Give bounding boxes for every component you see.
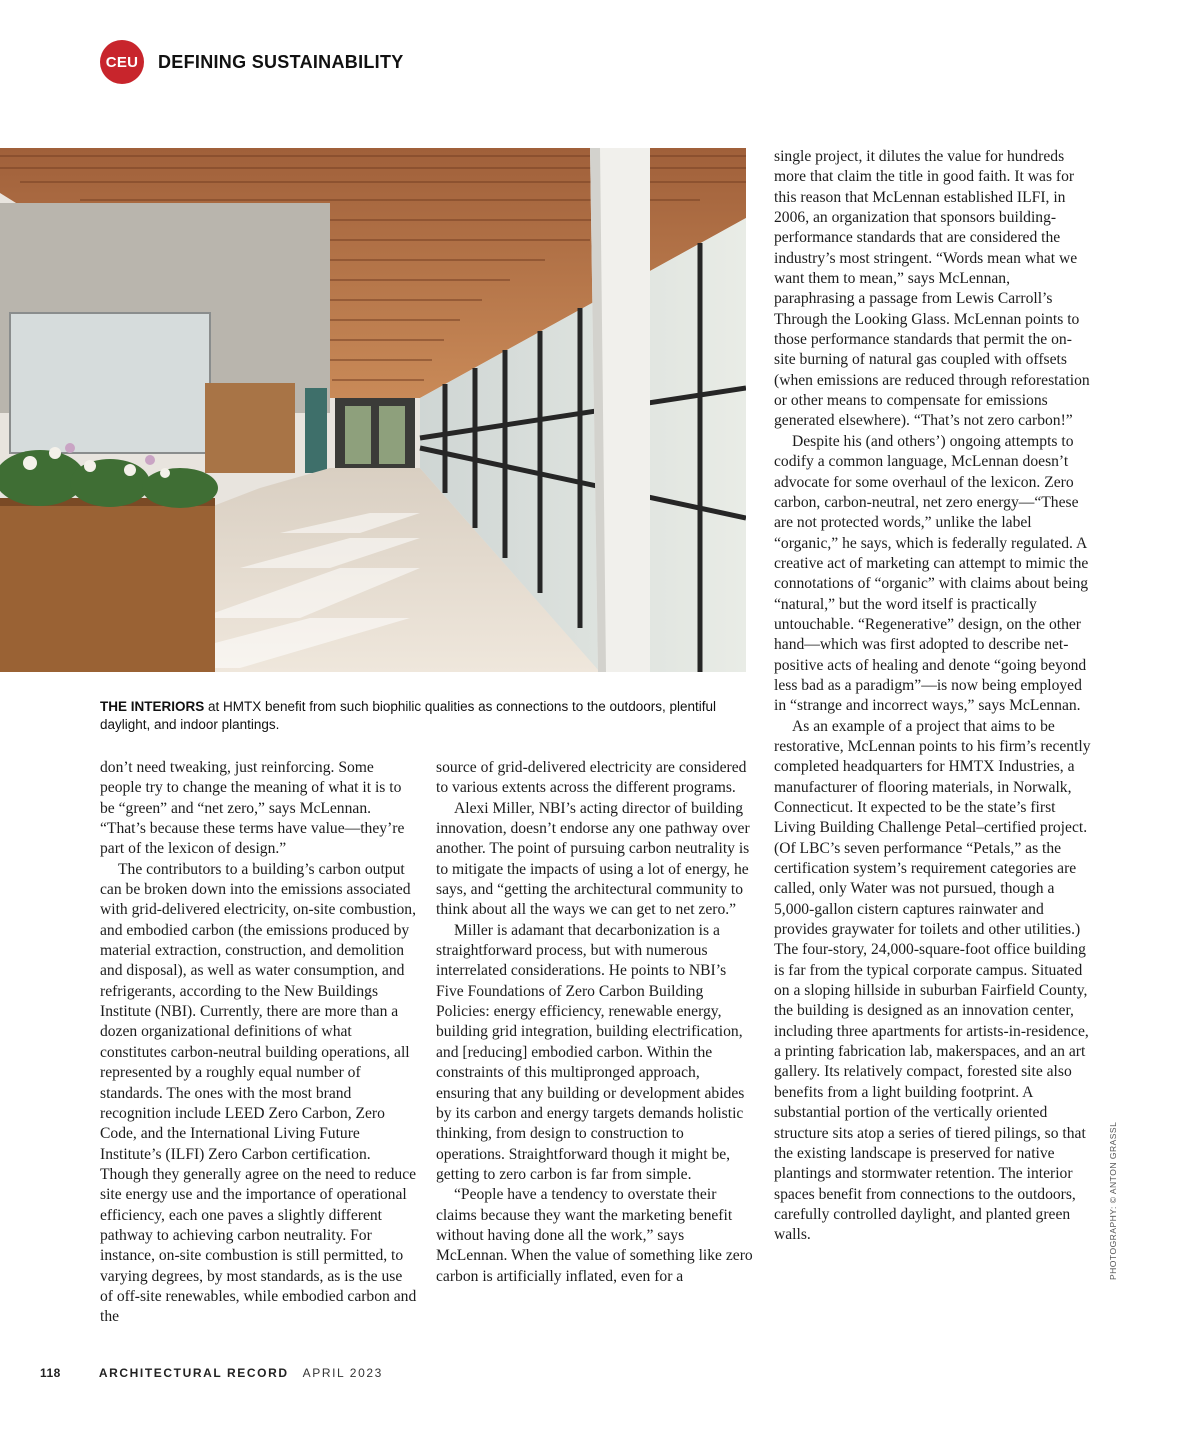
ceu-badge: CEU xyxy=(100,40,144,84)
photo-caption xyxy=(100,698,740,734)
paragraph: Miller is adamant that decarbonization is a straightforward process, but with numerous interrelated considerations. He points to NBI’s Five Foundations of Zero Carbon Building Policies: energy efficiency, renewable energy, building grid integration, building electrification, and [reducing] embodied carbon. Within the constraints of this multipronged approach, ensuring that any building or development abides by its carbon and energy targets demands holistic thinking, from design to construction to operations. Straightforward though it might be, getting to zero carbon is far from simple. xyxy=(436,921,745,1183)
article-column-right xyxy=(774,147,1092,1246)
paragraph: don’t need tweaking, just reinforcing. Some people try to change the meaning of what it is to be “green” and “net zero,” says McLennan. “That’s because these terms have value—they’re part of the lexicon of design.” xyxy=(100,759,405,858)
caption-lead: THE INTERIORS xyxy=(100,699,205,714)
caption-text: at HMTX benefit from such biophilic qualities as connections to the outdoors, plentiful daylight, and indoor plantings. xyxy=(100,699,717,732)
section-title: DEFINING SUSTAINABILITY xyxy=(158,51,404,72)
issue-date: APRIL 2023 xyxy=(302,1366,383,1380)
article-column-left xyxy=(100,758,418,1328)
paragraph: source of grid-delivered electricity are considered to various extents across the different programs. xyxy=(436,759,747,797)
paragraph: “People have a tendency to overstate their claims because they want the marketing benefit without having done all the work,” says McLennan. When the value of something like zero carbon is artificially inflated, even for a xyxy=(436,1186,753,1285)
page-header xyxy=(100,40,404,84)
paragraph: Alexi Miller, NBI’s acting director of building innovation, doesn’t endorse any one pathway over another. The point of pursuing carbon neutrality is to mitigate the impacts of using a lot of energy, he says, and “getting the architectural community to think about all the ways we can get to net zero.” xyxy=(436,799,750,919)
paragraph: The contributors to a building’s carbon output can be broken down into the emissions associated with grid-delivered electricity, on-site combustion, and embodied carbon (the emissions produced by material extraction, construction, and demolition and disposal), as well as water consumption, and refrigerants, according to the New Buildings Institute (NBI). Currently, there are more than a dozen organizational definitions of what constitutes carbon-neutral building operations, all represented by a roughly equal number of standards. The ones with the most brand recognition include LEED Zero Carbon, Zero Code, and the International Living Future Institute’s (ILFI) Zero Carbon certification. Though they generally agree on the need to reduce site energy use and the importance of operational efficiency, each one paves a slightly different pathway to achieving carbon neutrality. For instance, on-site combustion is still permitted, to varying degrees, by most standards, as is the use of off-site renewables, while embodied carbon and the xyxy=(100,860,417,1326)
paragraph: Despite his (and others’) ongoing attempts to codify a common language, McLennan doesn’t advocate for some overhaul of the lexicon. Zero carbon, carbon-neutral, net zero energy—“These are not protected words,” unlike the label “organic,” he says, which is federally regulated. A creative act of marketing can attempt to mimic the connotations of “organic” with claims about being “natural,” but the word itself is practically untouchable. “Regenerative” design, on the other hand—which was first adopted to describe net-positive acts of healing and denote “going beyond less bad as a paradigm”—is now being employed in “strange and incorrect ways,” says McLennan. xyxy=(774,432,1089,715)
interior-photo xyxy=(0,148,746,672)
page-number: 118 xyxy=(40,1366,61,1380)
paragraph: single project, it dilutes the value for hundreds more that claim the title in good faith. It was for this reason that McLennan established ILFI, in 2006, an organization that sponsors building-performance standards that are considered the industry’s most stringent. “Words mean what we want them to mean,” says McLennan, paraphrasing a passage from Lewis Carroll’s Through the Looking Glass. McLennan points to those performance standards that permit the on-site burning of natural gas coupled with offsets (when emissions are reduced through reforestation or other means to compensate for emissions generated elsewhere). “That’s not zero carbon!” xyxy=(774,148,1090,430)
paragraph: As an example of a project that aims to be restorative, McLennan points to his firm’s recently completed headquarters for HMTX Industries, a manufacturer of flooring materials, in Norwalk, Connecticut. It expected to be the state’s first Living Building Challenge Petal–certified project. (Of LBC’s seven performance “Petals,” as the certification system’s requirement categories are called, only Water was not pursued, though a 5,000-gallon cistern captures rainwater and provides graywater for toilets and other utilities.) The four-story, 24,000-square-foot office building is far from the typical corporate campus. Situated on a sloping hillside in suburban Fairfield County, the building is designed as an innovation center, including three apartments for artists-in-residence, a printing fabrication lab, makerspaces, and an art gallery. Its relatively compact, forested site also benefits from a light building footprint. A substantial portion of the vertically oriented structure sits atop a series of tiered pilings, so that the existing landscape is preserved for native plantings and stormwater retention. The interior spaces benefit from connections to the outdoors, carefully controlled daylight, and planted green walls. xyxy=(774,717,1091,1244)
page-footer xyxy=(40,1366,383,1380)
article-column-middle xyxy=(436,758,754,1287)
photo-credit: PHOTOGRAPHY: © ANTON GRASSL xyxy=(1108,1121,1118,1280)
magazine-name: ARCHITECTURAL RECORD xyxy=(98,1366,289,1380)
